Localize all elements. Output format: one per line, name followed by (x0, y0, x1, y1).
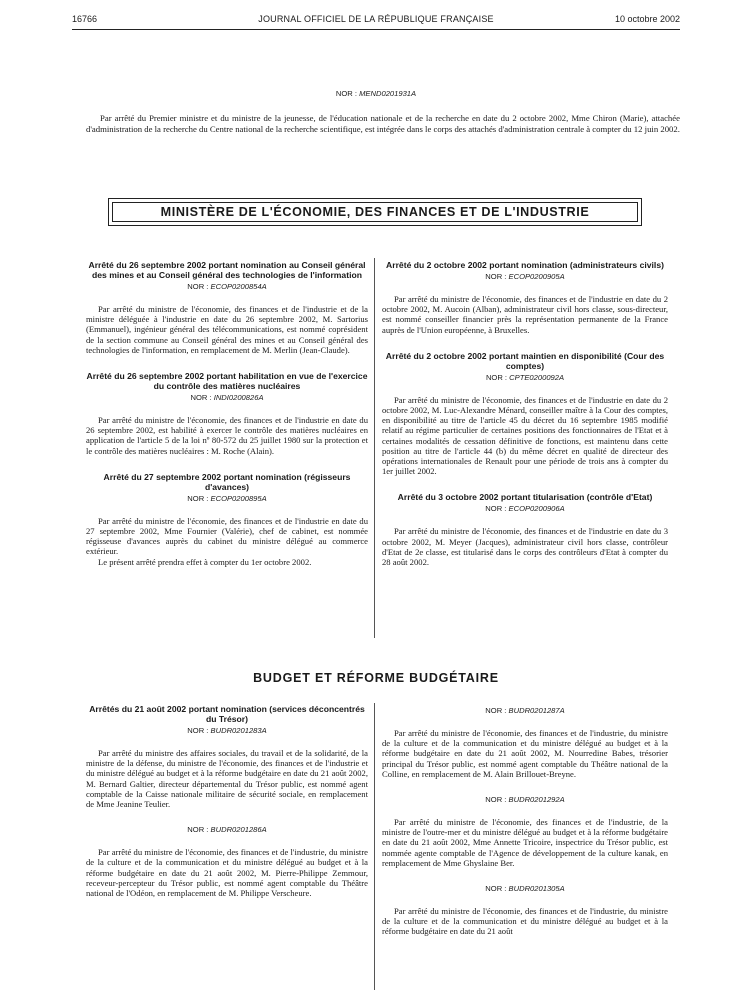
article-title: Arrêté du 26 septembre 2002 portant nomination au Conseil général des mines et au Conseil général des technologies de l'information (88, 260, 366, 280)
article-title: Arrêtés du 21 août 2002 portant nomination (services déconcentrés du Trésor) (89, 704, 365, 724)
nor-code: ECOP0200895A (210, 493, 267, 503)
nor-reference (86, 494, 368, 504)
article (382, 492, 668, 567)
paragraph: Par arrêté du ministre de l'économie, des finances et de l'industrie en date du 26 septembre 2002, est habilité à exercer le contrôle des matières nucléaires en application de l'article 5 de la loi nº 80-572 du 25 juillet 1980 sur la protection et le contrôle des matières nucléaires : M. Roche (Alain). (86, 415, 368, 456)
nor-code: ECOP0200905A (508, 272, 565, 281)
nor-code: BUDR0201292A (508, 795, 565, 805)
article (382, 260, 668, 335)
nor-label: NOR : (485, 884, 507, 894)
article (86, 472, 368, 567)
paragraph: Par arrêté du ministre de l'économie, des finances et de l'industrie, de la ministre de l'outre-mer et du ministre délégué au budget et à la réforme budgétaire en date du 21 août 2002, Mme Annette Tricoire, inspectrice du Trésor public, est nommée agente comptable de l'Agence de développement de la culture kanak, en remplacement de Mme Ghyslaine Ber. (382, 817, 668, 868)
top-notice-text (86, 113, 680, 134)
article-title: Arrêté du 27 septembre 2002 portant nomination (régisseurs d'avances) (103, 471, 351, 492)
nor-code: BUDR0201287A (508, 706, 565, 715)
nor-label: NOR : (335, 89, 357, 98)
article (382, 706, 668, 779)
header-rule (72, 29, 680, 30)
article (382, 795, 668, 868)
nor-code: CPTE0200092A (509, 372, 565, 382)
nor-code: ECOP0200906A (508, 504, 565, 514)
article-title: Arrêté du 3 octobre 2002 portant titularisation (contrôle d'Etat) (397, 492, 653, 503)
article (86, 260, 368, 355)
nor-reference (382, 272, 668, 282)
paragraph: Le présent arrêté prendra effet à compter du 1er octobre 2002. (98, 556, 312, 567)
nor-reference (86, 393, 368, 403)
nor-code: BUDR0201305A (508, 884, 565, 894)
budget-right-column (382, 704, 668, 953)
nor-code: ECOP0200854A (210, 282, 267, 291)
paragraph: Par arrêté du Premier ministre et du ministre de la jeunesse, de l'éducation nationale et de la recherche en date du 2 octobre 2002, Mme Chiron (Marie), attachée d'administration de la recherche du Centre national de la recherche scientifique, est intégrée dans le corps des attachés d'administration centrale à compter du 12 juin 2002. (86, 113, 680, 134)
article-title: Arrêté du 26 septembre 2002 portant habilitation en vue de l'exercice du contrôle des matières nucléaires (86, 371, 368, 392)
nor-code: BUDR0201286A (210, 825, 267, 835)
budget-left-column (86, 704, 368, 914)
ministry-heading: MINISTÈRE DE L'ÉCONOMIE, DES FINANCES ET DE L'INDUSTRIE (160, 205, 590, 219)
nor-code: MEND0201931A (359, 89, 417, 98)
article-title: Arrêté du 2 octobre 2002 portant nomination (administrateurs civils) (386, 260, 664, 270)
nor-reference (86, 825, 368, 835)
nor-label: NOR : (485, 706, 507, 715)
top-nor (72, 89, 680, 99)
issue-date: 10 octobre 2002 (614, 14, 680, 24)
nor-label: NOR : (485, 272, 507, 281)
nor-reference (382, 504, 668, 514)
nor-label: NOR : (187, 493, 209, 503)
nor-reference (86, 282, 368, 292)
article (86, 825, 368, 898)
nor-code: BUDR0201283A (210, 726, 267, 735)
page-number: 16766 (72, 14, 98, 24)
paragraph: Par arrêté du ministre de l'économie, des finances et de l'industrie en date du 2 octobre 2002, M. Luc-Alexandre Ménard, conseiller maître à la Cour des comptes, en disponibilité au titre de l'article 45 du décret du 16 septembre 1985 modifié relatif au régime particulier de certaines positions des fonctionnaires de l'Etat et à certaines modalités de cessation définitive de fonctions, est maintenu dans cette position au titre de l'article 44 (b) du même décret en qualité de directeur des opérations internationales de Renault pour une période de trois ans à compter du 1er juillet 2002. (382, 394, 668, 477)
paragraph: Par arrêté du ministre de l'économie, des finances et de l'industrie en date du 2 octobre 2002, M. Aucoin (Alban), administrateur civil hors classe, sous-directeur, est nommé conseiller financier près la représentation permanente de la France auprès de l'Union européenne, à Bruxelles. (382, 294, 668, 335)
article (382, 884, 668, 937)
nor-label: NOR : (485, 504, 507, 514)
nor-reference (382, 706, 668, 716)
article (86, 704, 368, 809)
journal-title: JOURNAL OFFICIEL DE LA RÉPUBLIQUE FRANÇAISE (258, 14, 494, 24)
article (382, 351, 668, 477)
paragraph: Par arrêté du ministre de l'économie, des finances et de l'industrie en date du 3 octobre 2002, M. Meyer (Jacques), administrateur civil hors classe, contrôleur d'Etat de 2e classe, est titularisé dans le corps des contrôleurs d'Etat à compter du 28 août 2002. (382, 526, 668, 568)
nor-reference (86, 726, 368, 736)
nor-label: NOR : (187, 825, 209, 835)
ministry-heading-box (108, 198, 642, 226)
nor-label: NOR : (187, 726, 209, 735)
article-title: Arrêté du 2 octobre 2002 portant maintien en disponibilité (Cour des comptes) (385, 350, 665, 371)
paragraph: Par arrêté du ministre de l'économie, des finances et de l'industrie, du ministre de la culture et de la communication et du ministre délégué au budget et à la réforme budgétaire en date du 21 août 2002, M. Nourredine Babes, trésorier principal du Trésor public, est nommé agent comptable du Théâtre national de la Colline, en remplacement de M. Alain Brillouet-Breyne. (382, 728, 668, 779)
article (86, 371, 368, 456)
nor-label: NOR : (485, 372, 508, 382)
nor-label: NOR : (485, 795, 507, 805)
nor-label: NOR : (187, 282, 209, 291)
column-divider (374, 258, 375, 638)
ministry-left-column (86, 260, 368, 583)
nor-label: NOR : (190, 393, 212, 403)
ministry-right-column (382, 260, 668, 583)
nor-reference (382, 373, 668, 383)
paragraph: Par arrêté du ministre de l'économie, des finances et de l'industrie en date du 27 septembre 2002, Mme Fournier (Valérie), chef de cabinet, est nommée régisseuse d'avances auprès du cabinet du ministre délégué au commerce extérieur. (86, 515, 368, 557)
nor-reference (382, 795, 668, 805)
nor-code: INDI0200826A (213, 393, 264, 403)
paragraph: Par arrêté du ministre de l'économie, des finances et de l'industrie, du ministre de la culture et de la communication et du ministre délégué au budget et à la réforme budgétaire en date du 21 août (382, 906, 668, 937)
paragraph: Par arrêté du ministre des affaires sociales, du travail et de la solidarité, de la ministre de la défense, du ministre de l'économie, des finances et de l'industrie et du ministre délégué au budget et à la réforme budgétaire en date du 21 août 2002, M. Bernard Galtier, directeur départemental du Trésor public, est nommé agent comptable de la Caisse nationale militaire de sécurité sociale, en remplacement de Mme Jeanine Teulier. (86, 748, 368, 810)
budget-heading: BUDGET ET RÉFORME BUDGÉTAIRE (253, 671, 499, 685)
page-header (72, 14, 680, 28)
column-divider (374, 703, 375, 990)
paragraph: Par arrêté du ministre de l'économie, des finances et de l'industrie, du ministre de la culture et de la communication et du ministre délégué au budget et à la réforme budgétaire en date du 21 août 2002, M. Pierre-Philippe Zemmour, receveur-percepteur du Trésor public, est nommé agent comptable du Théâtre national de l'Odéon, en remplacement de M. Philippe Verscheure. (86, 847, 368, 899)
nor-reference (382, 884, 668, 894)
paragraph: Par arrêté du ministre de l'économie, des finances et de l'industrie et de la ministre déléguée à l'industrie en date du 26 septembre 2002, M. Sartorius (Emmanuel), ingénieur général des télécommunications, est nommé coprésident de la section commune au Conseil général des mines et au Conseil général des technologies de l'information, en remplacement de M. Merlin (Jean-Claude). (86, 304, 368, 355)
